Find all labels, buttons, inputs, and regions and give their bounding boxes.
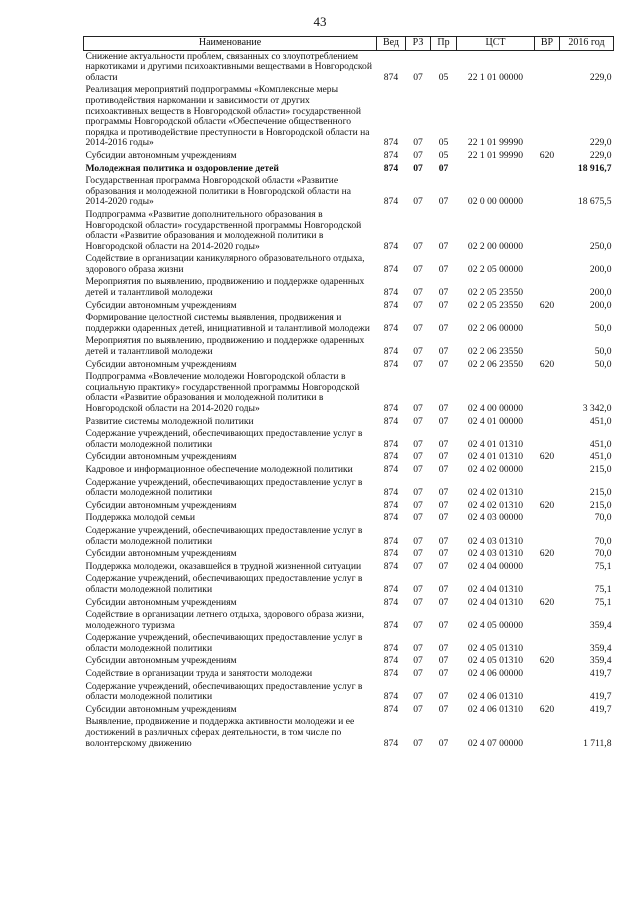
row-ved: 874 [383, 583, 399, 595]
row-pr: 05 [438, 137, 449, 149]
row-rz: 07 [413, 451, 423, 463]
table-body [84, 50, 614, 750]
row-vr [535, 512, 560, 525]
row-pr: 07 [438, 642, 449, 654]
row-vr [535, 561, 560, 574]
row-pr: 07 [438, 560, 449, 572]
table-row [84, 681, 614, 704]
row-name: Содержание учреждений, обеспечивающих предоставление услуг в области молодежной политики [85, 573, 363, 595]
row-ved: 874 [383, 358, 399, 370]
row-sum: 215,0 [589, 499, 612, 511]
row-sum: 359,4 [589, 619, 612, 631]
row-sum: 18 675,5 [577, 196, 612, 208]
row-vr: 620 [539, 655, 555, 667]
table-row [84, 500, 614, 513]
row-pr: 07 [438, 463, 449, 475]
row-name: Подпрограмма «Вовлечение молодежи Новгородской области в социальную практику» государственной программы Новгородской области «Развитие образования и молодежной политики в Новгородской области на 2014-2020 годы» [85, 371, 360, 414]
row-cst: 02 4 03 00000 [467, 512, 524, 524]
table-row [84, 335, 614, 358]
row-rz: 07 [413, 583, 423, 595]
row-vr [535, 477, 560, 500]
row-rz: 07 [413, 596, 423, 608]
row-vr [535, 253, 560, 276]
row-name: Реализация мероприятий подпрограммы «Комплексные меры противодействия наркомании и зависимости от других психоактивных веществ в Новгородской области» государственной программы Новгородской области «Обеспечение общественного порядка и противодействие преступности в Новгородской области на 2014-2016 годы» [85, 84, 370, 149]
row-ved: 874 [383, 548, 399, 560]
row-vr [535, 464, 560, 477]
row-cst: 02 4 07 00000 [467, 737, 524, 749]
table-row [84, 655, 614, 668]
row-ved: 874 [383, 149, 399, 161]
row-ved: 874 [383, 263, 399, 275]
row-name: Содержание учреждений, обеспечивающих предоставление услуг в области молодежной политики [85, 524, 363, 547]
table-row [84, 163, 614, 176]
row-cst: 02 4 05 00000 [467, 619, 524, 631]
header-name: Наименование [84, 37, 377, 51]
row-pr: 07 [438, 451, 449, 463]
row-sum: 215,0 [589, 463, 612, 475]
row-vr: 620 [539, 358, 555, 370]
row-cst: 02 2 05 23550 [467, 287, 524, 299]
row-ved: 874 [383, 299, 399, 311]
table-row [84, 464, 614, 477]
table-row [84, 253, 614, 276]
row-vr [535, 175, 560, 209]
row-pr: 07 [438, 691, 449, 703]
row-sum: 229,0 [589, 71, 612, 83]
row-pr: 07 [438, 583, 449, 595]
row-cst: 22 1 01 99990 [467, 149, 524, 161]
row-vr [535, 209, 560, 253]
row-name: Субсидии автономным учреждениям [85, 451, 237, 463]
row-ved: 874 [383, 438, 399, 450]
row-ved: 874 [383, 668, 399, 680]
row-ved: 874 [383, 346, 399, 358]
table-row [84, 704, 614, 717]
row-name: Содержание учреждений, обеспечивающих предоставление услуг в области молодежной политики [85, 476, 363, 499]
row-cst: 02 4 00 00000 [467, 403, 524, 414]
row-cst: 02 2 06 23550 [467, 358, 524, 370]
row-rz: 07 [413, 548, 423, 560]
row-rz: 07 [413, 415, 423, 427]
row-sum: 18 916,7 [577, 162, 612, 174]
row-rz: 07 [413, 737, 423, 749]
row-pr: 07 [438, 263, 449, 275]
row-sum: 451,0 [589, 451, 612, 463]
table-row [84, 276, 614, 299]
row-name: Субсидии автономным учреждениям [85, 655, 237, 667]
row-pr: 05 [438, 149, 449, 161]
row-ved: 874 [383, 137, 399, 149]
row-pr: 07 [438, 596, 449, 608]
row-cst: 02 2 05 23550 [467, 299, 524, 311]
row-cst: 02 4 02 01310 [467, 487, 524, 499]
table-row [84, 668, 614, 681]
row-vr [535, 84, 560, 150]
row-vr: 620 [539, 499, 555, 511]
row-pr: 07 [438, 487, 449, 499]
row-pr: 07 [438, 655, 449, 667]
row-vr: 620 [539, 596, 555, 608]
row-rz: 07 [413, 703, 423, 715]
row-cst [457, 163, 535, 176]
row-name: Поддержка молодой семьи [85, 512, 196, 524]
row-cst: 22 1 01 00000 [467, 71, 524, 83]
row-ved: 874 [383, 162, 399, 174]
row-pr: 07 [438, 358, 449, 370]
row-rz: 07 [413, 137, 423, 149]
row-cst: 02 4 06 01310 [467, 691, 524, 703]
row-ved: 874 [383, 71, 399, 83]
row-sum: 229,0 [589, 137, 612, 149]
row-sum: 75,1 [594, 596, 612, 608]
row-vr [535, 609, 560, 632]
row-vr [535, 416, 560, 429]
row-cst: 02 4 01 01310 [467, 438, 524, 450]
row-vr [535, 716, 560, 750]
row-rz: 07 [413, 512, 423, 524]
row-name: Субсидии автономным учреждениям [85, 499, 237, 511]
row-pr: 07 [438, 240, 449, 252]
row-cst: 02 4 01 01310 [467, 451, 524, 463]
row-rz: 07 [413, 619, 423, 631]
row-ved: 874 [383, 403, 399, 414]
header-cst: ЦСТ [457, 37, 535, 51]
row-rz: 07 [413, 642, 423, 654]
row-ved: 874 [383, 703, 399, 715]
row-cst: 02 4 04 01310 [467, 596, 524, 608]
row-name: Снижение актуальности проблем, связанных со злоупотреблением наркотиками и другими психоактивными веществами в Новгородской области [85, 50, 372, 83]
page-number: 43 [313, 14, 327, 29]
row-name: Развитие системы молодежной политики [85, 415, 254, 427]
row-ved: 874 [383, 451, 399, 463]
row-cst: 02 4 02 00000 [467, 463, 524, 475]
row-pr: 07 [438, 499, 449, 511]
row-rz: 07 [413, 287, 423, 299]
row-name: Молодежная политика и оздоровление детей [85, 162, 279, 174]
row-pr: 07 [438, 438, 449, 450]
row-cst: 02 4 02 01310 [467, 499, 524, 511]
row-ved: 874 [383, 240, 399, 252]
row-pr: 07 [438, 548, 449, 560]
row-cst: 02 4 03 01310 [467, 548, 524, 560]
row-sum: 229,0 [589, 149, 612, 161]
table-row [84, 209, 614, 253]
row-pr: 07 [438, 512, 449, 524]
row-pr: 05 [438, 71, 449, 83]
row-rz: 07 [413, 299, 423, 311]
row-rz: 07 [413, 263, 423, 275]
row-cst: 02 4 05 01310 [467, 655, 524, 667]
row-sum: 419,7 [589, 691, 612, 703]
row-rz: 07 [413, 346, 423, 358]
row-ved: 874 [383, 642, 399, 654]
row-rz: 07 [413, 149, 423, 161]
table-row [84, 632, 614, 655]
table-row [84, 512, 614, 525]
row-cst: 02 4 04 01310 [467, 583, 524, 595]
row-pr: 07 [438, 346, 449, 358]
row-pr: 07 [438, 196, 449, 208]
row-cst: 02 0 00 00000 [467, 196, 524, 208]
row-cst: 02 4 05 01310 [467, 642, 524, 654]
row-name: Субсидии автономным учреждениям [85, 358, 237, 370]
row-vr [535, 681, 560, 704]
row-pr: 07 [438, 703, 449, 715]
table-row [84, 84, 614, 150]
row-name: Поддержка молодежи, оказавшейся в трудной жизненной ситуации [85, 560, 362, 572]
row-sum: 75,1 [594, 560, 612, 572]
row-ved: 874 [383, 512, 399, 524]
table-row [84, 548, 614, 561]
table-row [84, 525, 614, 548]
row-pr: 07 [438, 403, 449, 414]
row-rz: 07 [413, 691, 423, 703]
row-vr [535, 632, 560, 655]
row-ved: 874 [383, 415, 399, 427]
row-cst: 02 4 03 01310 [467, 535, 524, 547]
table-row [84, 561, 614, 574]
table-row [84, 609, 614, 632]
row-ved: 874 [383, 196, 399, 208]
row-sum: 50,0 [594, 346, 612, 358]
row-ved: 874 [383, 499, 399, 511]
row-rz: 07 [413, 162, 423, 174]
row-name: Мероприятия по выявлению, продвижению и поддержке одаренных детей и талантливой молодежи [85, 276, 365, 299]
row-vr [535, 428, 560, 451]
row-pr: 07 [438, 737, 449, 749]
row-pr: 07 [438, 322, 449, 334]
row-rz: 07 [413, 499, 423, 511]
row-sum: 451,0 [589, 438, 612, 450]
row-vr [535, 335, 560, 358]
row-cst: 02 2 00 00000 [467, 240, 524, 252]
row-sum: 70,0 [594, 548, 612, 560]
row-pr: 07 [438, 619, 449, 631]
row-rz: 07 [413, 487, 423, 499]
row-sum: 419,7 [589, 703, 612, 715]
table-row [84, 597, 614, 610]
row-cst: 02 2 06 00000 [467, 322, 524, 334]
row-ved: 874 [383, 596, 399, 608]
row-sum: 70,0 [594, 512, 612, 524]
row-vr [535, 525, 560, 548]
row-sum: 451,0 [589, 415, 612, 427]
row-ved: 874 [383, 463, 399, 475]
row-sum: 50,0 [594, 358, 612, 370]
row-ved: 874 [383, 535, 399, 547]
table-row [84, 716, 614, 750]
row-ved: 874 [383, 655, 399, 667]
table-row [84, 175, 614, 209]
row-rz: 07 [413, 463, 423, 475]
row-cst: 02 4 01 00000 [467, 415, 524, 427]
row-name: Подпрограмма «Развитие дополнительного образования в Новгородской области» государственной программы Новгородской области «Развитие образования и молодежной политики в Новгородской области на 2014-2020 годы» [85, 208, 362, 252]
row-rz: 07 [413, 71, 423, 83]
row-pr: 07 [438, 162, 449, 174]
row-name: Субсидии автономным учреждениям [85, 548, 237, 560]
table-row [84, 371, 614, 415]
row-rz: 07 [413, 655, 423, 667]
row-rz: 07 [413, 668, 423, 680]
row-vr [535, 573, 560, 596]
row-name: Кадровое и информационное обеспечение молодежной политики [85, 463, 353, 475]
header-sum: 2016 год [560, 37, 614, 51]
row-rz: 07 [413, 438, 423, 450]
budget-table [83, 36, 614, 750]
row-ved: 874 [383, 322, 399, 334]
row-pr: 07 [438, 668, 449, 680]
row-name: Субсидии автономным учреждениям [85, 596, 237, 608]
row-sum: 1 711,8 [583, 737, 612, 749]
row-name: Субсидии автономным учреждениям [85, 299, 237, 311]
row-vr [535, 312, 560, 335]
table-row [84, 573, 614, 596]
row-name: Содействие в организации каникулярного образовательного отдыха, здорового образа жизни [85, 253, 365, 275]
row-vr [535, 50, 560, 84]
row-sum: 200,0 [589, 287, 612, 299]
row-sum: 200,0 [589, 299, 612, 311]
row-vr: 620 [539, 548, 555, 560]
row-pr: 07 [438, 287, 449, 299]
header-rz: РЗ [406, 37, 431, 51]
row-vr [535, 668, 560, 681]
table-header-row [84, 37, 614, 51]
row-pr: 07 [438, 415, 449, 427]
row-name: Мероприятия по выявлению, продвижению и поддержке одаренных детей и талантливой молодежи [85, 335, 365, 358]
table-row [84, 150, 614, 163]
row-cst: 02 4 06 00000 [467, 668, 524, 680]
row-sum: 70,0 [594, 535, 612, 547]
row-name: Выявление, продвижение и поддержка активности молодежи и ее достижений в различных сферах деятельности, в том числе по волонтерскому движению [85, 716, 355, 749]
row-cst: 02 4 04 00000 [467, 560, 524, 572]
row-sum: 359,4 [589, 642, 612, 654]
row-vr: 620 [539, 703, 555, 715]
row-vr: 620 [539, 299, 555, 311]
row-ved: 874 [383, 619, 399, 631]
row-ved: 874 [383, 737, 399, 749]
row-rz: 07 [413, 535, 423, 547]
row-ved: 874 [383, 287, 399, 299]
table-row [84, 451, 614, 464]
row-sum: 200,0 [589, 263, 612, 275]
row-pr: 07 [438, 299, 449, 311]
row-rz: 07 [413, 240, 423, 252]
row-name: Содержание учреждений, обеспечивающих предоставление услуг в области молодежной политики [85, 632, 363, 654]
header-ved: Вед [377, 37, 406, 51]
row-name: Содействие в организации труда и занятости молодежи [85, 668, 313, 680]
row-ved: 874 [383, 487, 399, 499]
row-vr [535, 276, 560, 299]
row-rz: 07 [413, 196, 423, 208]
row-cst: 02 2 06 23550 [467, 346, 524, 358]
row-ved: 874 [383, 691, 399, 703]
row-rz: 07 [413, 560, 423, 572]
table-row [84, 359, 614, 372]
row-vr [535, 371, 560, 415]
row-sum: 250,0 [589, 240, 612, 252]
row-rz: 07 [413, 322, 423, 334]
row-name: Субсидии автономным учреждениям [85, 149, 237, 161]
row-vr: 620 [539, 451, 555, 463]
row-vr: 620 [539, 149, 555, 161]
table-row [84, 50, 614, 84]
row-rz: 07 [413, 358, 423, 370]
row-rz: 07 [413, 403, 423, 414]
row-name: Содержание учреждений, обеспечивающих предоставление услуг в области молодежной политики [85, 680, 363, 703]
row-pr: 07 [438, 535, 449, 547]
row-name: Содержание учреждений, обеспечивающих предоставление услуг в области молодежной политики [85, 428, 363, 450]
row-sum: 3 342,0 [582, 403, 612, 414]
row-name: Государственная программа Новгородской области «Развитие образования и молодежной политики в Новгородской области на 2014-2020 годы» [85, 175, 352, 208]
row-sum: 75,1 [594, 583, 612, 595]
row-name: Субсидии автономным учреждениям [85, 703, 237, 715]
row-sum: 215,0 [589, 487, 612, 499]
row-cst: 22 1 01 99990 [467, 137, 524, 149]
row-name: Содействие в организации летнего отдыха, здорового образа жизни, молодежного туризма [85, 609, 365, 631]
table-row [84, 312, 614, 335]
header-pr: Пр [431, 37, 457, 51]
row-sum: 359,4 [589, 655, 612, 667]
row-sum: 419,7 [589, 668, 612, 680]
row-cst: 02 4 06 01310 [467, 703, 524, 715]
row-sum: 50,0 [594, 322, 612, 334]
row-ved: 874 [383, 560, 399, 572]
header-vr: ВР [535, 37, 560, 51]
row-cst: 02 2 05 00000 [467, 263, 524, 275]
table-row [84, 300, 614, 313]
table-row [84, 477, 614, 500]
table-row [84, 416, 614, 429]
row-vr [535, 163, 560, 176]
row-name: Формирование целостной системы выявления, продвижения и поддержки одаренных детей, инициативной и талантливой молодежи [85, 312, 370, 334]
table-row [84, 428, 614, 451]
